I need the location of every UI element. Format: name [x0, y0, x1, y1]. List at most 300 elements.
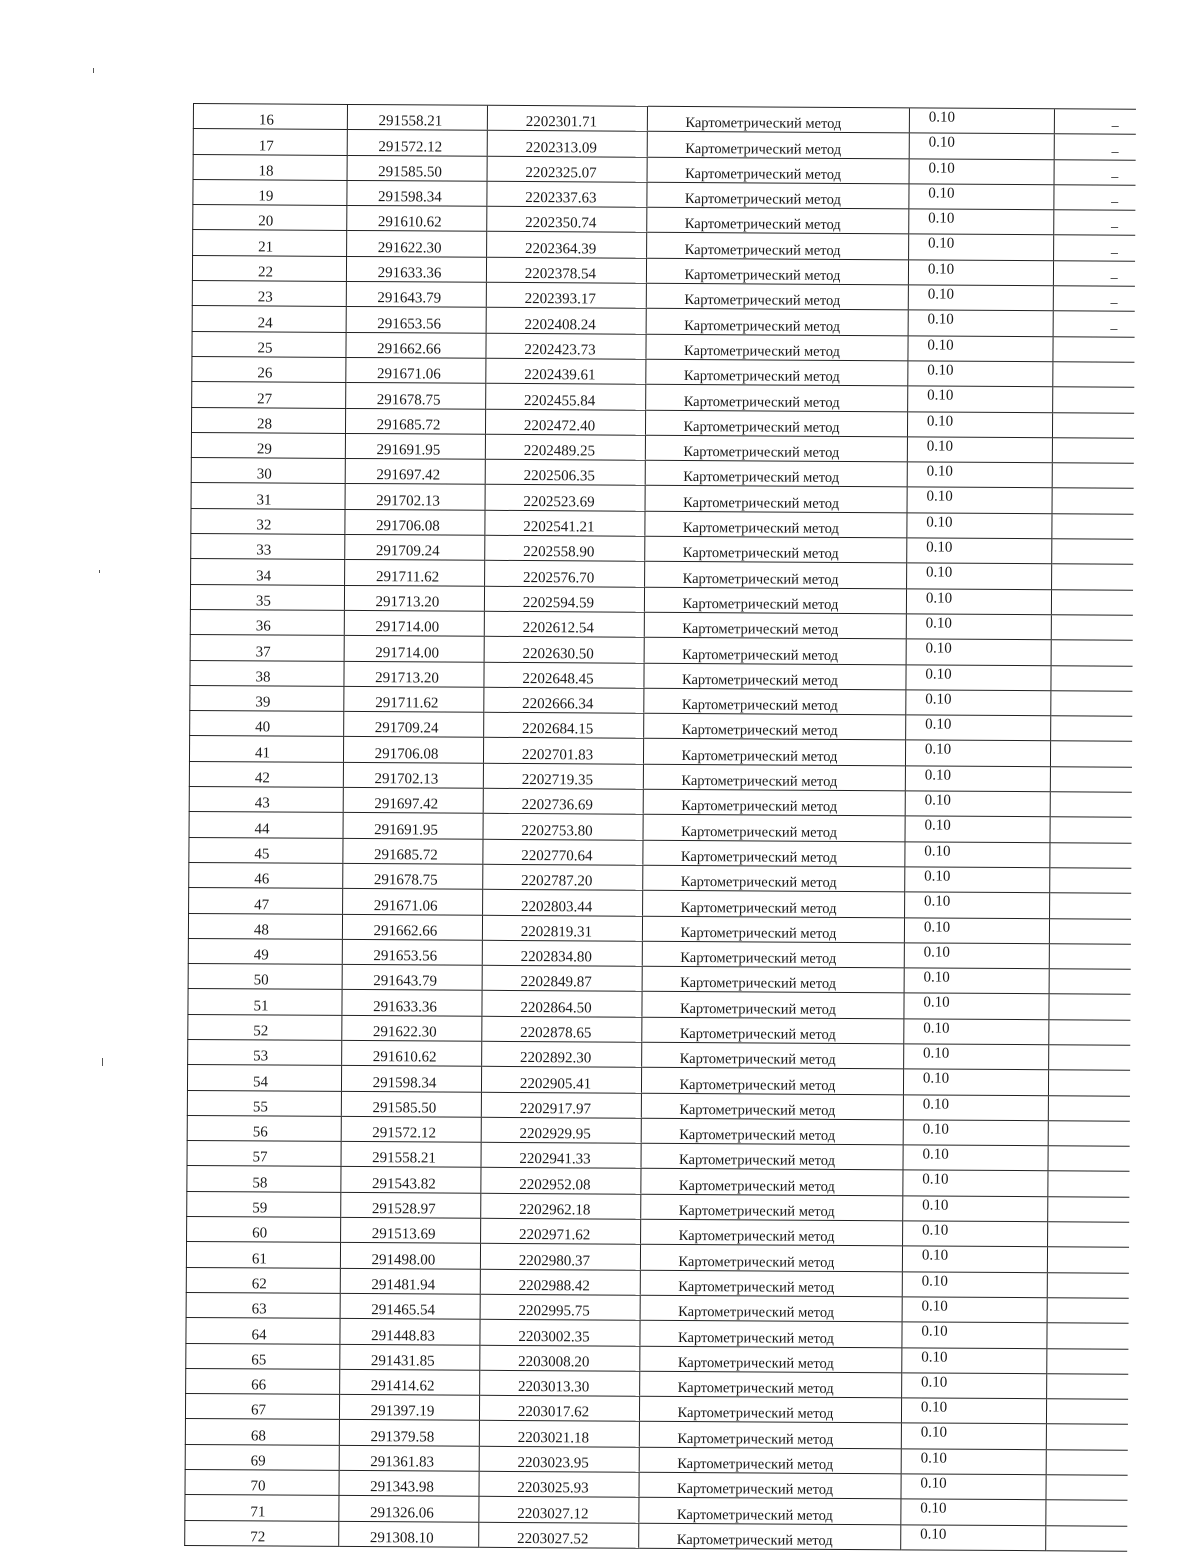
point-number-cell: 35: [190, 584, 344, 610]
accuracy-cell: 0.10: [901, 1499, 1046, 1525]
extra-cell: [1047, 1272, 1128, 1298]
extra-cell: [1047, 1374, 1128, 1400]
method-cell: Картометрический метод: [640, 1371, 902, 1398]
point-number-cell: 55: [187, 1090, 341, 1116]
method-cell: Картометрический метод: [641, 1194, 903, 1221]
method-cell: Картометрический метод: [643, 789, 905, 816]
point-number-cell: 19: [193, 179, 347, 205]
x-coordinate-cell: 291558.21: [347, 104, 487, 130]
y-coordinate-cell: 2202892.30: [482, 1041, 642, 1067]
extra-cell: [1047, 1323, 1128, 1349]
point-number-cell: 71: [185, 1495, 339, 1521]
method-cell: Картометрический метод: [642, 916, 904, 943]
y-coordinate-cell: 2202337.63: [487, 181, 647, 207]
point-number-cell: 72: [185, 1520, 339, 1546]
x-coordinate-cell: 291697.42: [345, 459, 485, 485]
point-number-cell: 37: [190, 635, 344, 661]
extra-cell: [1048, 1095, 1129, 1121]
point-number-cell: 70: [185, 1470, 339, 1496]
extra-cell: [1048, 1146, 1129, 1172]
point-number-cell: 43: [189, 787, 343, 813]
accuracy-cell: 0.10: [907, 487, 1052, 513]
y-coordinate-cell: 2202325.07: [487, 156, 647, 182]
x-coordinate-cell: 291558.21: [341, 1142, 481, 1168]
method-cell: Картометрический метод: [642, 1042, 904, 1069]
extra-cell: [1046, 1475, 1127, 1501]
method-cell: Картометрический метод: [644, 612, 906, 639]
coordinates-table: [184, 103, 1135, 1552]
x-coordinate-cell: 291709.24: [345, 534, 485, 560]
point-number-cell: 41: [189, 736, 343, 762]
point-number-cell: 46: [189, 862, 343, 888]
scan-speck: [102, 1058, 103, 1066]
x-coordinate-cell: 291706.08: [343, 737, 483, 763]
x-coordinate-cell: 291633.36: [342, 990, 482, 1016]
accuracy-cell: 0.10: [904, 993, 1049, 1019]
x-coordinate-cell: 291379.58: [339, 1420, 479, 1446]
x-coordinate-cell: 291653.56: [346, 307, 486, 333]
accuracy-cell: 0.10: [903, 1145, 1048, 1171]
x-coordinate-cell: 291713.20: [344, 661, 484, 687]
accuracy-cell: 0.10: [903, 1196, 1048, 1222]
accuracy-cell: 0.10: [902, 1272, 1047, 1298]
extra-cell: [1050, 817, 1131, 843]
accuracy-cell: 0.10: [908, 386, 1053, 412]
point-number-cell: 61: [186, 1242, 340, 1268]
method-cell: Картометрический метод: [639, 1422, 901, 1449]
y-coordinate-cell: 2202612.54: [484, 611, 644, 637]
point-number-cell: 45: [189, 837, 343, 863]
extra-cell: [1053, 336, 1134, 362]
y-coordinate-cell: 2203021.18: [479, 1421, 639, 1447]
y-coordinate-cell: 2202753.80: [483, 814, 643, 840]
point-number-cell: 30: [191, 458, 345, 484]
point-number-cell: 22: [192, 255, 346, 281]
accuracy-cell: 0.10: [907, 563, 1052, 589]
y-coordinate-cell: 2202770.64: [483, 839, 643, 865]
y-coordinate-cell: 2203027.12: [479, 1497, 639, 1523]
point-number-cell: 26: [192, 356, 346, 382]
extra-cell: –: [1054, 235, 1135, 261]
y-coordinate-cell: 2202408.24: [486, 308, 646, 334]
y-coordinate-cell: 2202988.42: [480, 1269, 640, 1295]
x-coordinate-cell: 291671.06: [343, 889, 483, 915]
y-coordinate-cell: 2203027.52: [479, 1522, 639, 1548]
x-coordinate-cell: 291572.12: [347, 130, 487, 156]
x-coordinate-cell: 291343.98: [339, 1470, 479, 1496]
x-coordinate-cell: 291448.83: [340, 1319, 480, 1345]
point-number-cell: 29: [191, 432, 345, 458]
method-cell: Картометрический метод: [643, 815, 905, 842]
point-number-cell: 69: [185, 1444, 339, 1470]
accuracy-cell: 0.10: [907, 513, 1052, 539]
extra-cell: [1047, 1298, 1128, 1324]
y-coordinate-cell: 2203017.62: [479, 1395, 639, 1421]
x-coordinate-cell: 291697.42: [343, 787, 483, 813]
method-cell: Картометрический метод: [645, 435, 907, 462]
method-cell: Картометрический метод: [647, 233, 909, 260]
accuracy-cell: 0.10: [905, 892, 1050, 918]
method-cell: Картометрический метод: [641, 1118, 903, 1145]
accuracy-cell: 0.10: [901, 1398, 1046, 1424]
x-coordinate-cell: 291465.54: [340, 1293, 480, 1319]
accuracy-cell: 0.10: [908, 285, 1053, 311]
scan-speck: [93, 68, 94, 73]
x-coordinate-cell: 291678.75: [346, 383, 486, 409]
y-coordinate-cell: 2202301.71: [487, 105, 647, 131]
x-coordinate-cell: 291662.66: [342, 914, 482, 940]
method-cell: Картометрический метод: [644, 638, 906, 665]
y-coordinate-cell: 2202455.84: [486, 384, 646, 410]
y-coordinate-cell: 2203025.93: [479, 1471, 639, 1497]
y-coordinate-cell: 2202736.69: [483, 788, 643, 814]
method-cell: Картометрический метод: [646, 334, 908, 361]
extra-cell: [1052, 514, 1133, 540]
point-number-cell: 66: [186, 1368, 340, 1394]
accuracy-cell: 0.10: [902, 1373, 1047, 1399]
x-coordinate-cell: 291414.62: [340, 1369, 480, 1395]
method-cell: Картометрический метод: [639, 1498, 901, 1525]
extra-cell: [1051, 589, 1132, 615]
extra-cell: [1046, 1399, 1127, 1425]
point-number-cell: 36: [190, 609, 344, 635]
point-number-cell: 57: [187, 1141, 341, 1167]
point-number-cell: 24: [192, 306, 346, 332]
method-cell: Картометрический метод: [641, 1093, 903, 1120]
accuracy-cell: 0.10: [905, 867, 1050, 893]
extra-cell: [1048, 1222, 1129, 1248]
x-coordinate-cell: 291326.06: [339, 1496, 479, 1522]
point-number-cell: 53: [188, 1039, 342, 1065]
y-coordinate-cell: 2202489.25: [485, 434, 645, 460]
scan-speck: [99, 570, 100, 573]
accuracy-cell: 0.10: [901, 1449, 1046, 1475]
x-coordinate-cell: 291361.83: [339, 1445, 479, 1471]
accuracy-cell: 0.10: [907, 462, 1052, 488]
point-number-cell: 48: [188, 913, 342, 939]
method-cell: Картометрический метод: [647, 182, 909, 209]
method-cell: Картометрический метод: [644, 713, 906, 740]
x-coordinate-cell: 291691.95: [343, 813, 483, 839]
method-cell: Картометрический метод: [641, 1169, 903, 1196]
y-coordinate-cell: 2202558.90: [485, 535, 645, 561]
x-coordinate-cell: 291702.13: [343, 762, 483, 788]
x-coordinate-cell: 291685.72: [345, 408, 485, 434]
point-number-cell: 20: [193, 205, 347, 231]
method-cell: Картометрический метод: [645, 460, 907, 487]
extra-cell: [1049, 994, 1130, 1020]
y-coordinate-cell: 2202962.18: [481, 1193, 641, 1219]
method-cell: Картометрический метод: [641, 1068, 903, 1095]
extra-cell: [1051, 615, 1132, 641]
accuracy-cell: 0.10: [909, 133, 1054, 159]
extra-cell: –: [1054, 185, 1135, 211]
x-coordinate-cell: 291498.00: [340, 1243, 480, 1269]
point-number-cell: 65: [186, 1343, 340, 1369]
extra-cell: [1052, 463, 1133, 489]
y-coordinate-cell: 2202423.73: [486, 333, 646, 359]
accuracy-cell: 0.10: [904, 968, 1049, 994]
point-number-cell: 40: [190, 711, 344, 737]
y-coordinate-cell: 2202878.65: [482, 1016, 642, 1042]
method-cell: Картометрический метод: [643, 890, 905, 917]
x-coordinate-cell: 291397.19: [339, 1395, 479, 1421]
point-number-cell: 18: [193, 154, 347, 180]
y-coordinate-cell: 2202523.69: [485, 485, 645, 511]
x-coordinate-cell: 291643.79: [342, 965, 482, 991]
x-coordinate-cell: 291643.79: [346, 282, 486, 308]
extra-cell: [1053, 362, 1134, 388]
point-number-cell: 33: [191, 534, 345, 560]
point-number-cell: 27: [192, 382, 346, 408]
extra-cell: [1050, 766, 1131, 792]
accuracy-cell: 0.10: [907, 538, 1052, 564]
accuracy-cell: 0.10: [905, 766, 1050, 792]
y-coordinate-cell: 2202701.83: [483, 738, 643, 764]
accuracy-cell: 0.10: [908, 336, 1053, 362]
point-number-cell: 67: [185, 1394, 339, 1420]
y-coordinate-cell: 2202819.31: [482, 915, 642, 941]
x-coordinate-cell: 291709.24: [344, 712, 484, 738]
method-cell: Картометрический метод: [645, 486, 907, 513]
extra-cell: [1046, 1500, 1127, 1526]
extra-cell: [1051, 716, 1132, 742]
extra-cell: [1047, 1348, 1128, 1374]
point-number-cell: 64: [186, 1318, 340, 1344]
point-number-cell: 60: [187, 1217, 341, 1243]
y-coordinate-cell: 2202350.74: [487, 206, 647, 232]
accuracy-cell: 0.10: [908, 310, 1053, 336]
extra-cell: [1052, 438, 1133, 464]
extra-cell: –: [1053, 286, 1134, 312]
y-coordinate-cell: 2202648.45: [484, 662, 644, 688]
y-coordinate-cell: 2202393.17: [486, 282, 646, 308]
x-coordinate-cell: 291598.34: [341, 1066, 481, 1092]
extra-cell: [1046, 1424, 1127, 1450]
accuracy-cell: 0.10: [902, 1322, 1047, 1348]
x-coordinate-cell: 291691.95: [345, 433, 485, 459]
method-cell: Картометрический метод: [643, 739, 905, 766]
extra-cell: –: [1054, 210, 1135, 236]
extra-cell: [1046, 1449, 1127, 1475]
point-number-cell: 38: [190, 660, 344, 686]
accuracy-cell: 0.10: [909, 209, 1054, 235]
y-coordinate-cell: 2202719.35: [483, 763, 643, 789]
accuracy-cell: 0.10: [907, 437, 1052, 463]
y-coordinate-cell: 2203013.30: [480, 1370, 640, 1396]
x-coordinate-cell: 291572.12: [341, 1116, 481, 1142]
x-coordinate-cell: 291714.00: [344, 636, 484, 662]
x-coordinate-cell: 291308.10: [339, 1521, 479, 1547]
extra-cell: –: [1054, 159, 1135, 185]
x-coordinate-cell: 291481.94: [340, 1268, 480, 1294]
extra-cell: [1049, 1045, 1130, 1071]
accuracy-cell: 0.10: [904, 917, 1049, 943]
point-number-cell: 25: [192, 331, 346, 357]
point-number-cell: 39: [190, 685, 344, 711]
method-cell: Картометрический метод: [640, 1270, 902, 1297]
extra-cell: [1048, 1070, 1129, 1096]
method-cell: Картометрический метод: [646, 309, 908, 336]
extra-cell: [1050, 893, 1131, 919]
accuracy-cell: 0.10: [903, 1170, 1048, 1196]
x-coordinate-cell: 291431.85: [340, 1344, 480, 1370]
y-coordinate-cell: 2202952.08: [481, 1168, 641, 1194]
y-coordinate-cell: 2202929.95: [481, 1117, 641, 1143]
point-number-cell: 34: [191, 559, 345, 585]
x-coordinate-cell: 291662.66: [346, 332, 486, 358]
x-coordinate-cell: 291622.30: [347, 231, 487, 257]
method-cell: Картометрический метод: [639, 1447, 901, 1474]
method-cell: Картометрический метод: [647, 157, 909, 184]
method-cell: Картометрический метод: [645, 562, 907, 589]
point-number-cell: 52: [188, 1014, 342, 1040]
extra-cell: [1048, 1171, 1129, 1197]
y-coordinate-cell: 2202849.87: [482, 965, 642, 991]
y-coordinate-cell: 2202971.62: [481, 1218, 641, 1244]
x-coordinate-cell: 291528.97: [341, 1192, 481, 1218]
accuracy-cell: 0.10: [906, 589, 1051, 615]
method-cell: Картометрический метод: [642, 992, 904, 1019]
method-cell: Картометрический метод: [644, 587, 906, 614]
method-cell: Картометрический метод: [642, 966, 904, 993]
point-number-cell: 47: [189, 888, 343, 914]
x-coordinate-cell: 291685.72: [343, 838, 483, 864]
point-number-cell: 59: [187, 1191, 341, 1217]
accuracy-cell: 0.10: [907, 411, 1052, 437]
y-coordinate-cell: 2202439.61: [486, 358, 646, 384]
x-coordinate-cell: 291610.62: [347, 206, 487, 232]
accuracy-cell: 0.10: [908, 260, 1053, 286]
accuracy-cell: 0.10: [902, 1246, 1047, 1272]
point-number-cell: 56: [187, 1115, 341, 1141]
accuracy-cell: 0.10: [903, 1069, 1048, 1095]
method-cell: Картометрический метод: [642, 1017, 904, 1044]
extra-cell: [1051, 691, 1132, 717]
method-cell: Картометрический метод: [643, 865, 905, 892]
y-coordinate-cell: 2202666.34: [484, 687, 644, 713]
point-number-cell: 32: [191, 508, 345, 534]
y-coordinate-cell: 2202313.09: [487, 131, 647, 157]
method-cell: Картометрический метод: [643, 840, 905, 867]
method-cell: Картометрический метод: [641, 1219, 903, 1246]
y-coordinate-cell: 2202905.41: [481, 1067, 641, 1093]
x-coordinate-cell: 291713.20: [344, 585, 484, 611]
y-coordinate-cell: 2202541.21: [485, 510, 645, 536]
point-number-cell: 17: [193, 129, 347, 155]
method-cell: Картометрический метод: [646, 283, 908, 310]
y-coordinate-cell: 2202834.80: [482, 940, 642, 966]
method-cell: Картометрический метод: [645, 536, 907, 563]
accuracy-cell: 0.10: [905, 816, 1050, 842]
extra-cell: [1050, 741, 1131, 767]
extra-cell: [1053, 387, 1134, 413]
method-cell: Картометрический метод: [639, 1396, 901, 1423]
x-coordinate-cell: 291585.50: [341, 1091, 481, 1117]
point-number-cell: 50: [188, 964, 342, 990]
extra-cell: [1046, 1525, 1127, 1551]
method-cell: Картометрический метод: [644, 688, 906, 715]
y-coordinate-cell: 2202917.97: [481, 1092, 641, 1118]
point-number-cell: 51: [188, 989, 342, 1015]
point-number-cell: 68: [185, 1419, 339, 1445]
point-number-cell: 23: [192, 281, 346, 307]
x-coordinate-cell: 291671.06: [346, 357, 486, 383]
point-number-cell: 63: [186, 1292, 340, 1318]
accuracy-cell: 0.10: [906, 664, 1051, 690]
extra-cell: [1051, 640, 1132, 666]
method-cell: Картометрический метод: [640, 1321, 902, 1348]
accuracy-cell: 0.10: [903, 1094, 1048, 1120]
extra-cell: [1050, 842, 1131, 868]
accuracy-cell: 0.10: [909, 108, 1054, 134]
x-coordinate-cell: 291513.69: [341, 1217, 481, 1243]
x-coordinate-cell: 291633.36: [346, 256, 486, 282]
method-cell: Картометрический метод: [642, 941, 904, 968]
point-number-cell: 54: [187, 1065, 341, 1091]
table-row: [185, 1520, 1127, 1551]
extra-cell: [1049, 1019, 1130, 1045]
accuracy-cell: 0.10: [901, 1423, 1046, 1449]
y-coordinate-cell: 2202594.59: [484, 586, 644, 612]
point-number-cell: 28: [191, 407, 345, 433]
method-cell: Картометрический метод: [646, 258, 908, 285]
y-coordinate-cell: 2202941.33: [481, 1142, 641, 1168]
accuracy-cell: 0.10: [904, 1044, 1049, 1070]
extra-cell: [1049, 944, 1130, 970]
x-coordinate-cell: 291622.30: [342, 1015, 482, 1041]
accuracy-cell: 0.10: [905, 841, 1050, 867]
y-coordinate-cell: 2203008.20: [480, 1345, 640, 1371]
x-coordinate-cell: 291543.82: [341, 1167, 481, 1193]
extra-cell: –: [1054, 109, 1135, 135]
accuracy-cell: 0.10: [905, 740, 1050, 766]
accuracy-cell: 0.10: [909, 234, 1054, 260]
point-number-cell: 42: [189, 761, 343, 787]
extra-cell: [1051, 665, 1132, 691]
point-number-cell: 62: [186, 1267, 340, 1293]
extra-cell: [1048, 1197, 1129, 1223]
y-coordinate-cell: 2203002.35: [480, 1320, 640, 1346]
extra-cell: [1052, 539, 1133, 565]
method-cell: Картометрический метод: [645, 410, 907, 437]
extra-cell: [1052, 564, 1133, 590]
accuracy-cell: 0.10: [902, 1297, 1047, 1323]
y-coordinate-cell: 2202576.70: [485, 561, 645, 587]
method-cell: Картометрический метод: [644, 663, 906, 690]
extra-cell: [1049, 918, 1130, 944]
y-coordinate-cell: 2202995.75: [480, 1294, 640, 1320]
extra-cell: [1050, 868, 1131, 894]
accuracy-cell: 0.10: [906, 639, 1051, 665]
extra-cell: [1052, 412, 1133, 438]
y-coordinate-cell: 2202803.44: [483, 889, 643, 915]
accuracy-cell: 0.10: [901, 1474, 1046, 1500]
x-coordinate-cell: 291711.62: [344, 686, 484, 712]
accuracy-cell: 0.10: [905, 791, 1050, 817]
x-coordinate-cell: 291714.00: [344, 610, 484, 636]
x-coordinate-cell: 291711.62: [345, 560, 485, 586]
extra-cell: [1050, 792, 1131, 818]
y-coordinate-cell: 2202787.20: [483, 864, 643, 890]
y-coordinate-cell: 2203023.95: [479, 1446, 639, 1472]
accuracy-cell: 0.10: [906, 690, 1051, 716]
point-number-cell: 49: [188, 938, 342, 964]
method-cell: Картометрический метод: [640, 1245, 902, 1272]
method-cell: Картометрический метод: [646, 359, 908, 386]
method-cell: Картометрический метод: [640, 1295, 902, 1322]
x-coordinate-cell: 291678.75: [343, 863, 483, 889]
